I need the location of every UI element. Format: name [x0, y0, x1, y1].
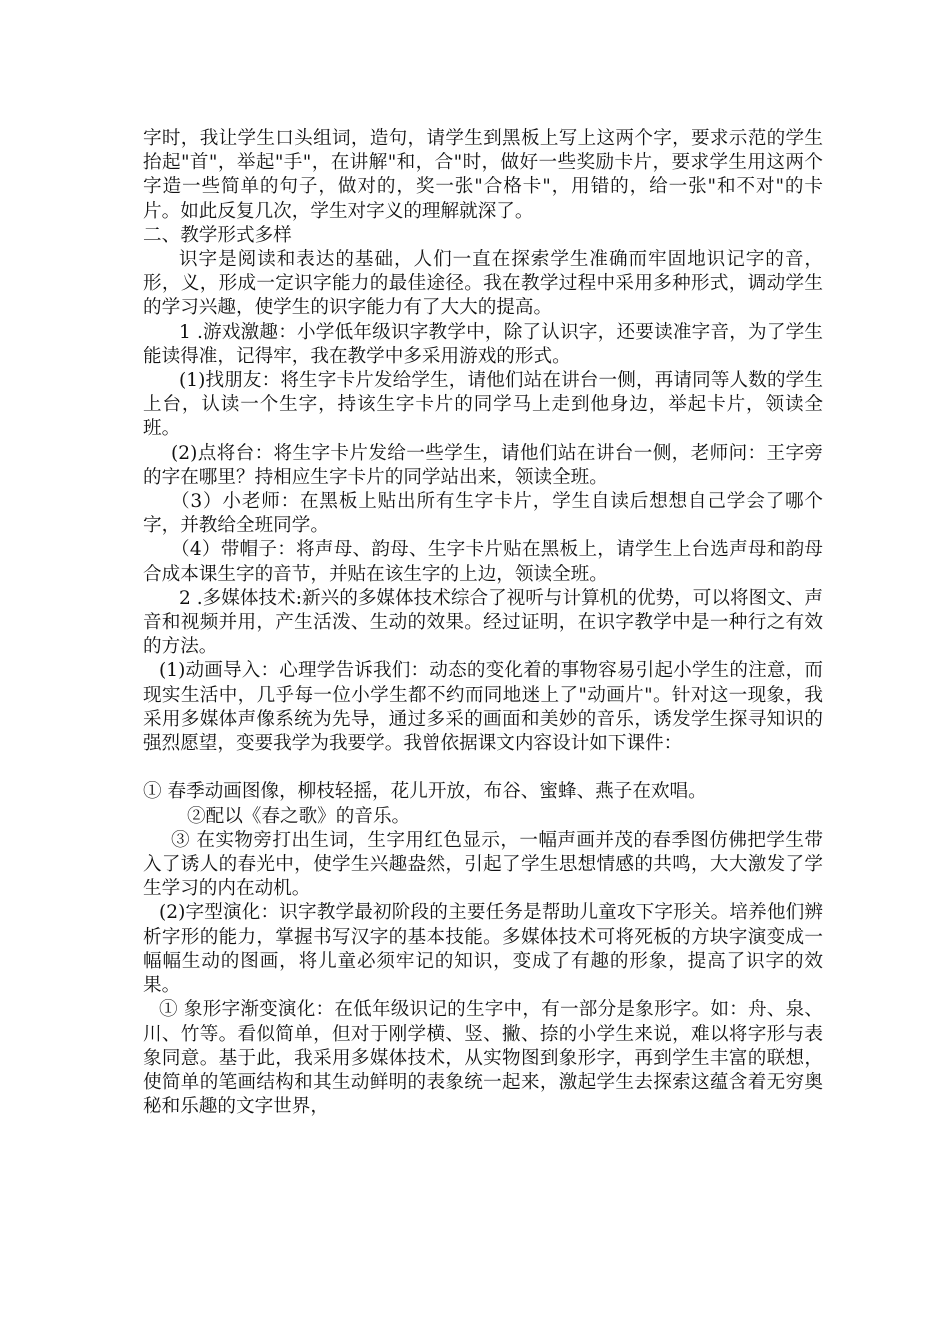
section-heading: 二、教学形式多样 — [143, 224, 292, 246]
subsection-heading: 1 .游戏激趣：小学低年级识字教学中，除了认识字，还要读准字音，为了学生能读得准，记得牢，我在教学中多采用游戏的形式。 — [143, 321, 823, 367]
list-item: （4）带帽子：将声母、韵母、生字卡片贴在黑板上，请学生上台选声母和韵母合成本课生字的音节，并贴在该生字的上边，领读全班。 — [143, 539, 823, 585]
paragraph: 识字是阅读和表达的基础，人们一直在探索学生准确而牢固地识记字的音，形，义，形成一定识字能力的最佳途径。我在教学过程中采用多种形式，调动学生的学习兴趣，使学生的识字能力有了大大的提高。 — [143, 249, 823, 319]
list-item: ②配以《春之歌》的音乐。 — [187, 805, 411, 827]
subsection-heading: 2 .多媒体技术:新兴的多媒体技术综合了视听与计算机的优势，可以将图文、声音和视频并用，产生活泼、生动的效果。经过证明，在识字教学中是一种行之有效的方法。 — [143, 587, 823, 658]
list-item: ③ 在实物旁打出生词，生字用红色显示，一幅声画并茂的春季图仿佛把学生带入了诱人的春光中，使学生兴趣盎然，引起了学生思想情感的共鸣，大大激发了学生学习的内在动机。 — [143, 829, 823, 900]
list-item: （3）小老师：在黑板上贴出所有生字卡片，学生自读后想想自己学会了哪个字，并教给全班同学。 — [143, 491, 823, 537]
document-body — [143, 127, 823, 1119]
blank-line — [143, 756, 823, 780]
list-item: (1)找朋友：将生字卡片发给学生，请他们站在讲台一侧，再请同等人数的学生上台，认读一个生字，持该生字卡片的同学马上走到他身边，举起卡片，领读全班。 — [143, 370, 823, 440]
list-item: (2)字型演化：识字教学最初阶段的主要任务是帮助儿童攻下字形关。培养他们辨析字形的能力，掌握书写汉字的基本技能。多媒体技术可将死板的方块字演变成一幅幅生动的图画，将儿童必须牢记的知识，变成了有趣的形象，提高了识字的效果。 — [143, 902, 823, 997]
list-item: (1)动画导入：心理学告诉我们：动态的变化着的事物容易引起小学生的注意，而现实生活中，几乎每一位小学生都不约而同地迷上了"动画片"。针对这一现象，我采用多媒体声像系统为先导，通过多采的画面和美妙的音乐，诱发学生探寻知识的强烈愿望，变要我学为我要学。我曾依据课文内容设计如下课件： — [143, 660, 823, 755]
list-item: ① 象形字渐变演化：在低年级识记的生字中，有一部分是象形字。如：舟、泉、川、竹等。看似简单，但对于刚学横、竖、撇、捺的小学生来说，难以将字形与表象同意。基于此，我采用多媒体技术，从实物图到象形字，再到学生丰富的联想，使简单的笔画结构和其生动鲜明的表象统一起来，激起学生去探索这蕴含着无穷奥秘和乐趣的文字世界， — [143, 999, 823, 1118]
paragraph: 字时，我让学生口头组词，造句，请学生到黑板上写上这两个字，要求示范的学生抬起"首"，举起"手"，在讲解"和，合"时，做好一些奖励卡片，要求学生用这两个字造一些简单的句子，做对的，奖一张"合格卡"，用错的，给一张"和不对"的卡片。如此反复几次，学生对字义的理解就深了。 — [143, 128, 823, 222]
list-item: ① 春季动画图像，柳枝轻摇，花儿开放，布谷、蜜蜂、燕子在欢唱。 — [143, 781, 707, 803]
list-item: (2)点将台：将生字卡片发给一些学生，请他们站在讲台一侧，老师问：王字旁的字在哪里？持相应生字卡片的同学站出来，领读全班。 — [143, 442, 823, 488]
